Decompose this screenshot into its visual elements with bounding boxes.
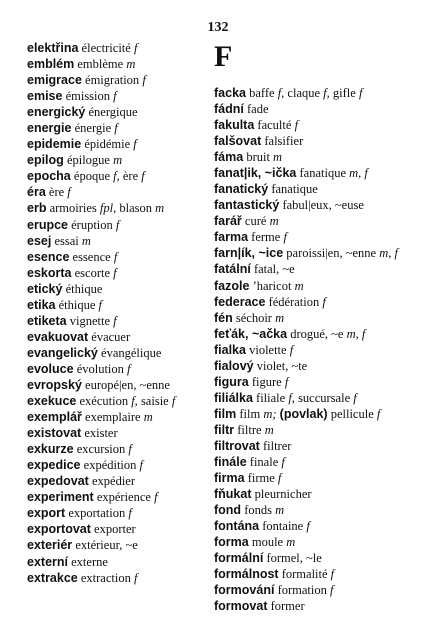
dictionary-entry	[214, 598, 414, 614]
grammar-label: m	[269, 214, 279, 229]
headword: facka	[214, 86, 246, 100]
headword: finále	[214, 455, 247, 470]
headword: fádní	[214, 102, 244, 117]
translation: escorte	[71, 265, 114, 280]
dictionary-entry	[27, 217, 217, 233]
translation: excursion	[73, 442, 129, 457]
translation: exportation	[65, 506, 129, 521]
headword: fáma	[214, 150, 244, 165]
dictionary-entry	[214, 566, 414, 582]
headword: fatální	[214, 262, 251, 277]
translation: filiale	[252, 390, 289, 405]
headword: expedovat	[27, 474, 89, 489]
translation: fonds	[241, 503, 276, 518]
headword: etický	[27, 281, 63, 296]
headword: formování	[214, 583, 275, 598]
headword: fén	[214, 310, 233, 325]
headword: farma	[214, 230, 249, 245]
grammar-label: f	[115, 217, 120, 232]
headword: farn|ík, ~ice	[214, 246, 284, 261]
headword: etiketa	[27, 313, 67, 328]
translation: extérieur, ~e	[72, 538, 138, 553]
dictionary-entry	[27, 233, 217, 249]
translation: blason	[116, 201, 156, 216]
headword: éra	[27, 185, 46, 200]
dictionary-entry	[27, 297, 217, 313]
dictionary-entry	[214, 582, 414, 598]
translation: finale	[246, 455, 282, 470]
headword: exemplář	[27, 410, 82, 425]
headword: energie	[27, 121, 72, 136]
translation: expédition	[80, 458, 140, 473]
grammar-label: f	[133, 570, 138, 585]
grammar-label: f	[98, 297, 103, 312]
translation: essence	[69, 249, 114, 264]
dictionary-entry	[27, 537, 217, 553]
headword: fontána	[214, 519, 260, 534]
translation: armoiries	[46, 201, 100, 216]
dictionary-entry	[27, 377, 217, 393]
headword: evropský	[27, 377, 82, 392]
translation: externe	[68, 554, 108, 569]
dictionary-entry	[27, 570, 217, 586]
translation: épilogue	[63, 153, 114, 168]
translation: succursale	[294, 390, 354, 405]
headword: erb	[27, 201, 47, 216]
dictionary-entry	[214, 326, 414, 342]
grammar-label: f	[284, 374, 289, 389]
dictionary-entry	[27, 554, 217, 570]
dictionary-entry	[214, 229, 414, 245]
translation: vignette	[66, 313, 114, 328]
translation: violette	[245, 342, 290, 357]
translation: essai	[51, 233, 82, 248]
translation: europé|en, ~enne	[81, 377, 170, 392]
translation: paroissi|en, ~enne	[283, 246, 380, 261]
translation: évolution	[73, 361, 128, 376]
grammar-label: fpl,	[99, 201, 117, 216]
grammar-label: m, f	[346, 326, 366, 341]
page-number: 132	[207, 20, 229, 35]
translation: évacuer	[88, 329, 131, 344]
translation: ère	[45, 185, 68, 200]
translation: évangélique	[97, 345, 162, 360]
grammar-label: f	[128, 442, 132, 457]
grammar-label: f	[330, 567, 335, 582]
headword: exekuce	[27, 394, 77, 409]
headword: fanatický	[214, 182, 269, 197]
grammar-label: f	[376, 406, 381, 421]
grammar-label: m	[286, 535, 296, 550]
headword: expedice	[27, 458, 81, 473]
headword: erupce	[27, 217, 68, 232]
translation: pleurnicher	[251, 487, 312, 502]
headword: existovat	[27, 426, 82, 441]
headword: fond	[214, 503, 242, 518]
dictionary-entry	[27, 393, 217, 409]
translation: emblème	[74, 57, 127, 72]
grammar-label: m, f	[379, 246, 398, 261]
dictionary-entry	[27, 56, 217, 72]
right-column	[214, 85, 414, 615]
headword: emblém	[27, 57, 75, 72]
grammar-label: f	[128, 506, 132, 521]
dictionary-entry	[27, 425, 217, 441]
translation: baffe	[245, 86, 278, 100]
grammar-label: f	[154, 490, 158, 505]
grammar-label: f	[353, 390, 357, 405]
dictionary-entry	[27, 329, 217, 345]
context-label: (povlak)	[279, 406, 328, 421]
dictionary-entry	[27, 345, 217, 361]
translation: falsifier	[261, 134, 304, 149]
grammar-label: f	[283, 230, 287, 245]
grammar-label: f,	[277, 86, 285, 100]
dictionary-entry	[214, 310, 414, 326]
headword: emigrace	[27, 73, 82, 88]
dictionary-entry	[27, 409, 217, 425]
headword: filtr	[214, 422, 235, 437]
headword: extrakce	[27, 570, 78, 585]
translation: exemplaire	[81, 410, 144, 425]
translation: claque	[284, 86, 324, 100]
grammar-label: f	[113, 265, 117, 280]
translation: moule	[248, 535, 287, 550]
translation: éruption	[68, 217, 116, 232]
translation: firme	[244, 471, 278, 486]
translation: émigration	[81, 73, 143, 88]
dictionary-entry	[27, 72, 217, 88]
headword: evangelický	[27, 345, 98, 360]
dictionary-entry	[27, 281, 217, 297]
dictionary-entry	[214, 454, 414, 470]
grammar-label: f	[133, 41, 138, 55]
grammar-label: f	[113, 249, 118, 264]
headword: farář	[214, 214, 242, 229]
headword: esence	[27, 249, 70, 264]
headword: energický	[27, 105, 86, 120]
dictionary-entry	[214, 245, 414, 261]
dictionary-entry	[214, 422, 414, 438]
headword: evakuovat	[27, 329, 89, 344]
grammar-label: f	[281, 455, 285, 470]
headword: forma	[214, 535, 249, 550]
dictionary-entry	[27, 120, 217, 136]
dictionary-entry	[27, 136, 217, 152]
headword: filtrovat	[214, 438, 260, 453]
section-letter: F	[214, 40, 233, 73]
dictionary-entry	[214, 278, 414, 294]
dictionary-entry	[27, 200, 217, 216]
headword: fakulta	[214, 118, 255, 133]
translation: exporter	[90, 522, 136, 537]
grammar-label: f	[277, 471, 282, 486]
grammar-label: f	[358, 86, 363, 100]
grammar-label: m	[81, 233, 91, 248]
translation: filtrer	[259, 438, 292, 453]
dictionary-entry	[27, 441, 217, 457]
headword: epilog	[27, 153, 64, 168]
headword: figura	[214, 374, 249, 389]
grammar-label: f	[329, 583, 334, 598]
grammar-label: f	[127, 361, 131, 376]
dictionary-entry	[214, 470, 414, 486]
translation: énergie	[71, 121, 115, 136]
grammar-label: f	[306, 519, 310, 534]
translation: fatal, ~e	[250, 262, 295, 277]
dictionary-entry	[214, 117, 414, 133]
translation: éthique	[55, 297, 99, 312]
headword: etika	[27, 297, 56, 312]
left-column	[27, 40, 217, 586]
grammar-label: m, f	[349, 166, 368, 181]
translation: fade	[243, 102, 269, 117]
translation: ferme	[248, 230, 284, 245]
translation: drogué, ~e	[287, 326, 347, 341]
dictionary-entry	[27, 313, 217, 329]
headword: formálnost	[214, 567, 279, 582]
grammar-label: m;	[263, 406, 277, 421]
translation: gifle	[329, 86, 359, 100]
headword: exkurze	[27, 442, 74, 457]
headword: eskorta	[27, 265, 72, 280]
headword: fialový	[214, 358, 254, 373]
translation: fontaine	[259, 519, 307, 534]
translation: faculté	[254, 118, 295, 133]
translation: fabul|eux, ~euse	[279, 198, 364, 213]
grammar-label: f	[113, 313, 117, 328]
grammar-label: m	[294, 278, 304, 293]
dictionary-entry	[214, 165, 414, 181]
dictionary-entry	[214, 133, 414, 149]
dictionary-entry	[214, 534, 414, 550]
translation: saisie	[137, 394, 172, 409]
grammar-label: m	[113, 153, 123, 168]
headword: formální	[214, 551, 264, 566]
dictionary-entry	[214, 502, 414, 518]
grammar-label: f	[139, 458, 144, 473]
grammar-label: f	[67, 185, 71, 200]
headword: exteriér	[27, 538, 73, 553]
grammar-label: f	[113, 89, 117, 104]
translation: exécution	[76, 394, 132, 409]
dictionary-entry	[27, 505, 217, 521]
grammar-label: f	[142, 73, 146, 88]
translation: ’haricot	[249, 278, 295, 293]
headword: experiment	[27, 490, 94, 505]
dictionary-entry	[214, 550, 414, 566]
dictionary-entry	[214, 518, 414, 534]
grammar-label: f,	[113, 169, 120, 184]
dictionary-entry	[214, 101, 414, 117]
grammar-label: m	[155, 201, 165, 216]
headword: epidemie	[27, 137, 82, 152]
grammar-label: m	[126, 57, 136, 72]
headword: feťák, ~ačka	[214, 326, 288, 341]
grammar-label: f	[171, 394, 176, 409]
dictionary-entry	[214, 85, 414, 101]
headword: fialka	[214, 342, 246, 357]
translation: former	[267, 599, 305, 614]
headword: fanat|ik, ~ička	[214, 166, 297, 181]
translation: bruit	[243, 150, 274, 165]
translation: fanatique	[296, 166, 350, 181]
translation: ère	[119, 169, 142, 184]
grammar-label: f	[294, 118, 299, 133]
dictionary-entry	[214, 197, 414, 213]
dictionary-entry	[214, 390, 414, 406]
translation: émission	[62, 89, 114, 104]
headword: fňukat	[214, 487, 252, 502]
grammar-label: f,	[288, 390, 295, 405]
headword: film	[214, 406, 237, 421]
grammar-label: f,	[323, 86, 330, 100]
headword: firma	[214, 471, 245, 486]
dictionary-entry	[27, 489, 217, 505]
headword: esej	[27, 233, 52, 248]
headword: elektřina	[27, 41, 79, 55]
dictionary-entry	[27, 457, 217, 473]
translation: séchoir	[232, 310, 276, 325]
translation: fanatique	[268, 182, 318, 197]
grammar-label: f	[322, 294, 326, 309]
dictionary-entry	[214, 438, 414, 454]
translation: fédération	[265, 294, 323, 309]
dictionary-entry	[214, 181, 414, 197]
grammar-label: m	[275, 310, 285, 325]
grammar-label: m	[275, 503, 285, 518]
grammar-label: f	[114, 121, 118, 136]
translation: expédier	[88, 474, 135, 489]
translation: formalité	[278, 567, 331, 582]
headword: export	[27, 506, 66, 521]
translation: expérience	[93, 490, 155, 505]
headword: filiálka	[214, 390, 253, 405]
translation: filtre	[234, 422, 265, 437]
headword: externí	[27, 554, 68, 569]
dictionary-entry	[27, 88, 217, 104]
dictionary-entry	[214, 374, 414, 390]
dictionary-entry	[214, 486, 414, 502]
translation: film	[236, 406, 264, 421]
dictionary-entry	[214, 358, 414, 374]
headword: evoluce	[27, 361, 74, 376]
dictionary-entry	[27, 249, 217, 265]
grammar-label: f	[141, 169, 145, 184]
headword: formovat	[214, 599, 268, 614]
headword: federace	[214, 294, 266, 309]
translation: électricité	[78, 41, 134, 55]
dictionary-entry	[27, 473, 217, 489]
dictionary-entry	[27, 152, 217, 168]
dictionary-entry	[27, 184, 217, 200]
dictionary-entry	[214, 294, 414, 310]
translation: formel, ~le	[263, 551, 322, 566]
dictionary-entry	[27, 40, 217, 56]
translation: épidémie	[81, 137, 134, 152]
grammar-label: f	[289, 342, 294, 357]
translation: exister	[81, 426, 118, 441]
translation: figure	[248, 374, 285, 389]
translation: extraction	[77, 570, 134, 585]
dictionary-entry	[27, 521, 217, 537]
translation: curé	[241, 214, 270, 229]
dictionary-entry	[214, 149, 414, 165]
grammar-label: m	[143, 410, 153, 425]
dictionary-entry	[214, 261, 414, 277]
headword: emise	[27, 89, 63, 104]
translation: éthique	[62, 281, 103, 296]
translation: violet, ~te	[253, 358, 308, 373]
dictionary-entry	[27, 104, 217, 120]
dictionary-entry	[27, 168, 217, 184]
dictionary-entry	[27, 361, 217, 377]
headword: exportovat	[27, 522, 91, 537]
dictionary-entry	[214, 342, 414, 358]
headword: falšovat	[214, 134, 262, 149]
dictionary-entry	[27, 265, 217, 281]
translation: formation	[274, 583, 330, 598]
headword: epocha	[27, 169, 71, 184]
headword: fazole	[214, 278, 250, 293]
translation: pellicule	[327, 406, 377, 421]
headword: fantastický	[214, 198, 280, 213]
dictionary-entry	[214, 406, 414, 422]
grammar-label: f	[133, 137, 137, 152]
translation: époque	[70, 169, 114, 184]
grammar-label: m	[273, 150, 283, 165]
translation: énergique	[85, 105, 138, 120]
grammar-label: f,	[131, 394, 138, 409]
dictionary-entry	[214, 213, 414, 229]
grammar-label: m	[264, 422, 274, 437]
